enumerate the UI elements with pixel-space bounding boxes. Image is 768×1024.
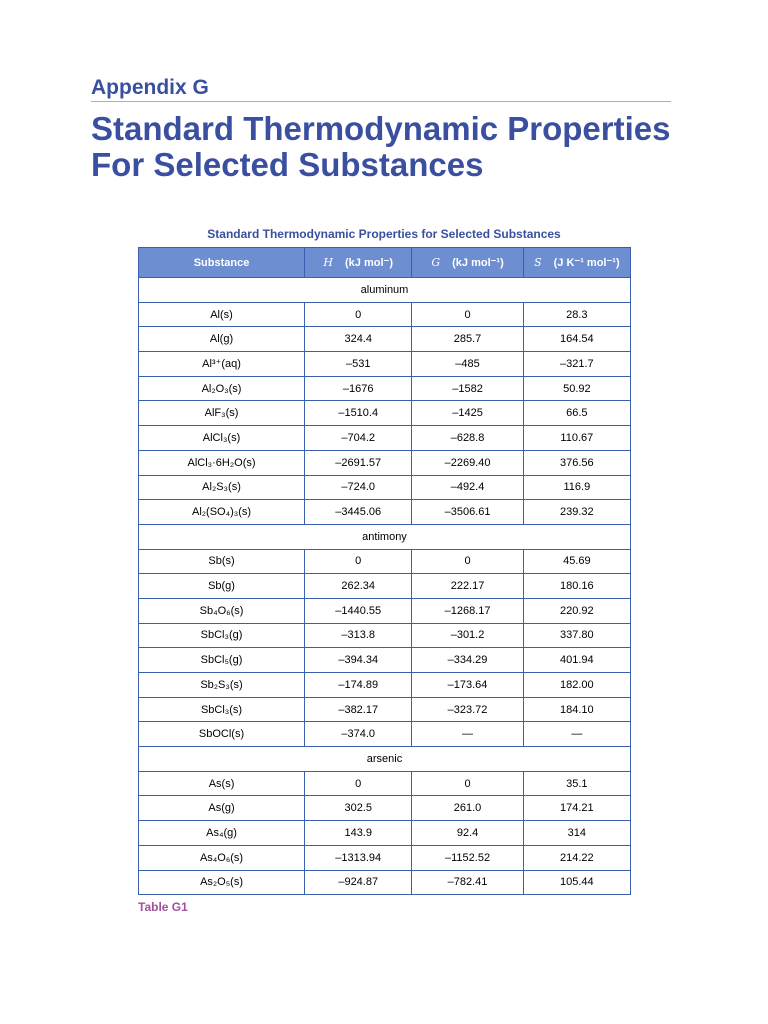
table-row <box>139 549 631 574</box>
table-row <box>139 673 631 698</box>
enthalpy-cell: –704.2 <box>305 426 412 451</box>
substance-cell: As₄(g) <box>139 821 305 846</box>
substance-cell: As(g) <box>139 796 305 821</box>
table-row <box>139 352 631 377</box>
table-row <box>139 401 631 426</box>
enthalpy-cell: –382.17 <box>305 697 412 722</box>
gibbs-cell: –1425 <box>412 401 523 426</box>
group-row <box>139 747 631 772</box>
gibbs-cell: –173.64 <box>412 673 523 698</box>
table-row <box>139 574 631 599</box>
gibbs-cell: –782.41 <box>412 870 523 895</box>
table-row <box>139 821 631 846</box>
table-row <box>139 598 631 623</box>
page-title: Standard Thermodynamic Properties For Selected Substances <box>91 110 671 183</box>
enthalpy-cell: –3445.06 <box>305 500 412 525</box>
substance-cell: Sb₄O₆(s) <box>139 598 305 623</box>
gibbs-cell: –323.72 <box>412 697 523 722</box>
entropy-cell: 220.92 <box>523 598 630 623</box>
gibbs-symbol: G <box>431 256 441 269</box>
substance-cell: SbOCl(s) <box>139 722 305 747</box>
entropy-cell: 110.67 <box>523 426 630 451</box>
header-substance: Substance <box>139 248 305 278</box>
entropy-cell: 180.16 <box>523 574 630 599</box>
gibbs-cell: –3506.61 <box>412 500 523 525</box>
enthalpy-cell: 0 <box>305 302 412 327</box>
gibbs-cell: 261.0 <box>412 796 523 821</box>
table-row <box>139 648 631 673</box>
enthalpy-cell: –924.87 <box>305 870 412 895</box>
table-row <box>139 500 631 525</box>
group-row <box>139 524 631 549</box>
entropy-cell: 66.5 <box>523 401 630 426</box>
table-row <box>139 697 631 722</box>
substance-cell: As₂O₅(s) <box>139 870 305 895</box>
enthalpy-cell: 262.34 <box>305 574 412 599</box>
enthalpy-cell: 324.4 <box>305 327 412 352</box>
entropy-cell: 239.32 <box>523 500 630 525</box>
entropy-cell: 174.21 <box>523 796 630 821</box>
enthalpy-cell: –531 <box>305 352 412 377</box>
enthalpy-cell: 143.9 <box>305 821 412 846</box>
substance-cell: AlCl₃(s) <box>139 426 305 451</box>
substance-cell: SbCl₃(g) <box>139 623 305 648</box>
enthalpy-cell: 0 <box>305 771 412 796</box>
substance-cell: Al₂S₃(s) <box>139 475 305 500</box>
table-label: Table G1 <box>138 900 188 914</box>
entropy-cell: 164.54 <box>523 327 630 352</box>
appendix-label: Appendix G <box>91 76 209 99</box>
table-row <box>139 796 631 821</box>
gibbs-cell: 285.7 <box>412 327 523 352</box>
gibbs-cell: –301.2 <box>412 623 523 648</box>
table-row <box>139 722 631 747</box>
substance-cell: Al₂O₃(s) <box>139 376 305 401</box>
substance-cell: As₄O₆(s) <box>139 845 305 870</box>
gibbs-cell: 0 <box>412 549 523 574</box>
enthalpy-cell: –1440.55 <box>305 598 412 623</box>
header-enthalpy <box>305 248 412 278</box>
enthalpy-cell: –374.0 <box>305 722 412 747</box>
substance-cell: SbCl₅(g) <box>139 648 305 673</box>
enthalpy-cell: –394.34 <box>305 648 412 673</box>
entropy-cell: 105.44 <box>523 870 630 895</box>
substance-cell: Al³⁺(aq) <box>139 352 305 377</box>
entropy-cell: 337.80 <box>523 623 630 648</box>
table-row <box>139 870 631 895</box>
entropy-cell: 182.00 <box>523 673 630 698</box>
entropy-cell: 50.92 <box>523 376 630 401</box>
substance-cell: AlCl₃·6H₂O(s) <box>139 450 305 475</box>
gibbs-cell: –1152.52 <box>412 845 523 870</box>
gibbs-cell: — <box>412 722 523 747</box>
group-name: aluminum <box>139 278 631 303</box>
substance-cell: Al(g) <box>139 327 305 352</box>
enthalpy-cell: –724.0 <box>305 475 412 500</box>
group-name: arsenic <box>139 747 631 772</box>
entropy-cell: 214.22 <box>523 845 630 870</box>
heading-divider <box>91 101 671 102</box>
table-body <box>139 278 631 895</box>
gibbs-cell: –2269.40 <box>412 450 523 475</box>
gibbs-cell: –334.29 <box>412 648 523 673</box>
substance-cell: Sb₂S₃(s) <box>139 673 305 698</box>
gibbs-cell: –1582 <box>412 376 523 401</box>
substance-cell: AlF₃(s) <box>139 401 305 426</box>
enthalpy-cell: –1510.4 <box>305 401 412 426</box>
header-entropy <box>523 248 630 278</box>
gibbs-cell: –1268.17 <box>412 598 523 623</box>
table-row <box>139 302 631 327</box>
thermodynamic-table <box>138 247 631 895</box>
gibbs-cell: 0 <box>412 771 523 796</box>
substance-cell: Sb(s) <box>139 549 305 574</box>
substance-cell: As(s) <box>139 771 305 796</box>
gibbs-cell: –492.4 <box>412 475 523 500</box>
enthalpy-cell: 302.5 <box>305 796 412 821</box>
table-header-row <box>139 248 631 278</box>
entropy-cell: 45.69 <box>523 549 630 574</box>
header-gibbs <box>412 248 523 278</box>
substance-cell: Sb(g) <box>139 574 305 599</box>
entropy-cell: 376.56 <box>523 450 630 475</box>
entropy-unit: (J K⁻¹ mol⁻¹) <box>553 257 620 269</box>
gibbs-cell: –628.8 <box>412 426 523 451</box>
enthalpy-cell: –174.89 <box>305 673 412 698</box>
table-row <box>139 450 631 475</box>
enthalpy-cell: –1313.94 <box>305 845 412 870</box>
gibbs-cell: –485 <box>412 352 523 377</box>
gibbs-cell: 0 <box>412 302 523 327</box>
enthalpy-cell: –2691.57 <box>305 450 412 475</box>
entropy-cell: 184.10 <box>523 697 630 722</box>
enthalpy-cell: –1676 <box>305 376 412 401</box>
enthalpy-symbol: H <box>323 256 334 269</box>
entropy-cell: 35.1 <box>523 771 630 796</box>
enthalpy-cell: 0 <box>305 549 412 574</box>
substance-cell: SbCl₃(s) <box>139 697 305 722</box>
substance-cell: Al₂(SO₄)₃(s) <box>139 500 305 525</box>
enthalpy-cell: –313.8 <box>305 623 412 648</box>
entropy-symbol: S <box>534 256 542 269</box>
substance-cell: Al(s) <box>139 302 305 327</box>
group-name: antimony <box>139 524 631 549</box>
table-row <box>139 475 631 500</box>
entropy-cell: — <box>523 722 630 747</box>
enthalpy-unit: (kJ mol⁻) <box>345 257 393 269</box>
table-row <box>139 426 631 451</box>
gibbs-cell: 222.17 <box>412 574 523 599</box>
entropy-cell: 28.3 <box>523 302 630 327</box>
table-row <box>139 623 631 648</box>
table-row <box>139 771 631 796</box>
table-row <box>139 845 631 870</box>
gibbs-unit: (kJ mol⁻¹) <box>452 257 504 269</box>
entropy-cell: –321.7 <box>523 352 630 377</box>
table-row <box>139 376 631 401</box>
entropy-cell: 401.94 <box>523 648 630 673</box>
table-caption: Standard Thermodynamic Properties for Selected Substances <box>207 227 561 241</box>
table-row <box>139 327 631 352</box>
gibbs-cell: 92.4 <box>412 821 523 846</box>
group-row <box>139 278 631 303</box>
entropy-cell: 314 <box>523 821 630 846</box>
entropy-cell: 116.9 <box>523 475 630 500</box>
